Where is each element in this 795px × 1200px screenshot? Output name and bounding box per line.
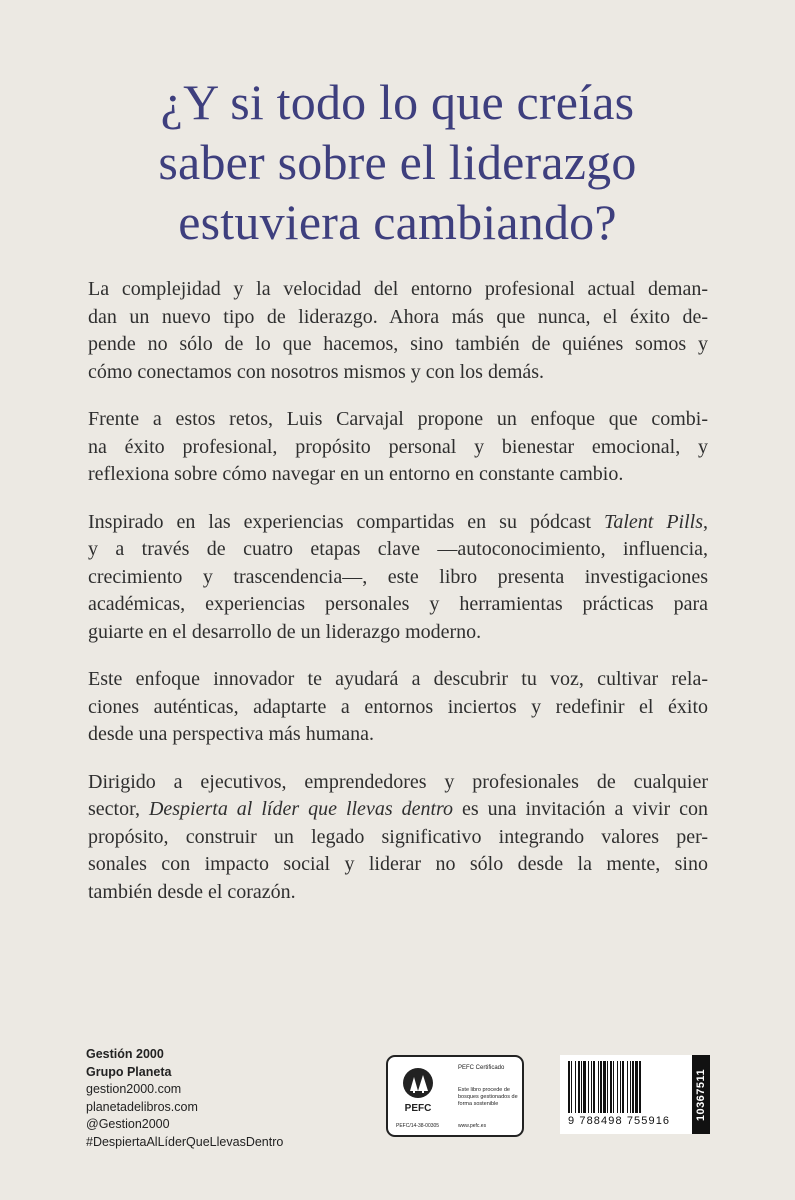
barcode-bar — [613, 1061, 614, 1113]
barcode-digits: 9 788498 755916 — [568, 1115, 671, 1127]
text-line: propósito, construir un legado significativo integrando valores per- — [88, 825, 708, 848]
text-line: La complejidad y la velocidad del entorno profesional actual deman- — [88, 278, 708, 300]
headline-line: ¿Y si todo lo que creías — [160, 74, 635, 130]
pefc-tree-icon — [398, 1067, 438, 1113]
barcode-bar — [578, 1061, 580, 1113]
text-line: también desde el corazón. — [88, 880, 296, 903]
barcode-bar — [630, 1061, 631, 1113]
synopsis — [88, 276, 708, 926]
pefc-url: www.pefc.es — [458, 1123, 487, 1129]
text-segment: sector, — [88, 798, 149, 820]
headline-line: saber sobre el liderazgo — [158, 134, 637, 190]
barcode-bar — [635, 1061, 638, 1113]
barcode-bar — [571, 1061, 572, 1113]
pefc-certified-text: PEFC Certificado — [458, 1065, 505, 1071]
book-title: Despierta al líder que llevas dentro — [148, 798, 454, 820]
text-segment: es una invitación a vivir con — [453, 798, 708, 820]
pefc-logo-text: PEFC — [404, 1103, 432, 1113]
synopsis-paragraph-4 — [88, 666, 708, 749]
barcode-bar — [568, 1061, 570, 1113]
text-line: dan un nuevo tipo de liderazgo. Ahora más que nunca, el éxito de- — [88, 305, 708, 328]
headline-line: estuviera cambiando? — [178, 194, 617, 250]
text-line: Dirigido a ejecutivos, emprendedores y profesionales de cualquier — [88, 770, 708, 793]
group-name: Grupo Planeta — [86, 1064, 172, 1079]
text-segment: Inspirado en las experiencias compartidas en su pódcast — [88, 510, 605, 533]
barcode-bar — [632, 1061, 634, 1113]
product-code: 10367511 — [695, 1068, 707, 1121]
text-line: cómo conectamos con nosotros mismos y con los demás. — [88, 360, 545, 383]
barcode-bar — [620, 1061, 621, 1113]
barcode-bars — [566, 1061, 686, 1115]
barcode-bar — [598, 1061, 599, 1113]
text-line: guiarte en el desarrollo de un liderazgo moderno. — [88, 620, 482, 643]
barcode-bar — [627, 1061, 628, 1113]
barcode-bar — [581, 1061, 582, 1113]
text-line — [88, 509, 708, 537]
synopsis-paragraph-2 — [88, 406, 708, 489]
text-line: académicas, experiencias personales y herramientas prácticas para — [88, 593, 708, 615]
text-line: sonales con impacto social y liderar no sólo desde la mente, sino — [88, 853, 708, 875]
barcode-bar — [593, 1061, 595, 1113]
pefc-description: Este libro procede de bosques gestionados de forma sostenible — [458, 1087, 518, 1107]
pefc-code: PEFC/14-38-00305 — [396, 1123, 440, 1129]
text-line: reflexiona sobre cómo navegar en un entorno en constante cambio. — [88, 463, 624, 485]
synopsis-paragraph-3 — [88, 509, 708, 647]
barcode-bar — [622, 1061, 624, 1113]
barcode-bar — [610, 1061, 612, 1113]
barcode-bar — [591, 1061, 592, 1113]
text-line: desde una perspectiva más humana. — [88, 723, 375, 745]
barcode-bar — [603, 1061, 606, 1113]
barcode-bar — [639, 1061, 641, 1113]
text-line: ciones auténticas, adaptarte a entornos inciertos y redefinir el éxito — [88, 695, 708, 718]
synopsis-paragraph-5 — [88, 769, 708, 907]
pefc-certification-label — [386, 1055, 524, 1137]
text-line: y a través de cuatro etapas clave —autoconocimiento, influencia, — [88, 538, 708, 560]
website-link: planetadelibros.com — [86, 1099, 198, 1114]
imprint-name: Gestión 2000 — [86, 1047, 164, 1061]
text-line: crecimiento y trascendencia—, este libro presenta investigaciones — [88, 565, 708, 588]
website-link: gestion2000.com — [86, 1082, 182, 1096]
barcode-bar — [600, 1061, 602, 1113]
social-handle: @Gestion2000 — [86, 1117, 170, 1131]
synopsis-paragraph-1 — [88, 276, 708, 386]
barcode-bar — [575, 1061, 576, 1113]
text-line — [88, 796, 708, 824]
text-line: Frente a estos retos, Luis Carvajal propone un enfoque que combi- — [88, 408, 708, 430]
podcast-title: Talent Pills — [604, 510, 703, 533]
hashtag: #DespiertaAlLíderQueLlevasDentro — [86, 1134, 284, 1149]
text-segment: , — [703, 510, 708, 533]
barcode-bar — [617, 1061, 618, 1113]
text-line: Este enfoque innovador te ayudará a descubrir tu voz, cultivar rela- — [88, 668, 708, 690]
back-cover-headline — [0, 72, 795, 252]
barcode-bar — [588, 1061, 589, 1113]
barcode-bar — [583, 1061, 586, 1113]
text-line: na éxito profesional, propósito personal y bienestar emocional, y — [88, 435, 708, 458]
isbn-barcode — [560, 1055, 710, 1134]
text-line: pende no sólo de lo que hacemos, sino también de quiénes somos y — [88, 333, 708, 355]
publisher-info — [86, 1046, 283, 1151]
product-code-strip — [692, 1055, 710, 1134]
barcode-bar — [607, 1061, 608, 1113]
